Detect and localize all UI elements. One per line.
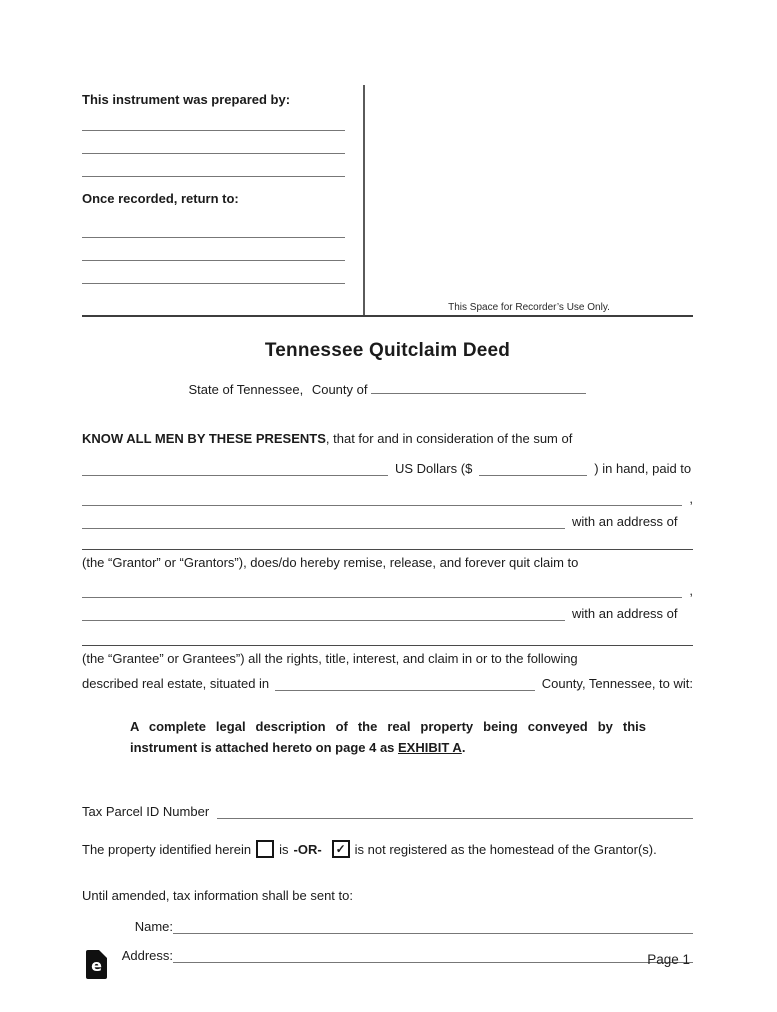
return-to-line-3[interactable] (82, 261, 345, 284)
homestead-is-not-checkbox[interactable] (332, 840, 350, 858)
tax-parcel-input-line[interactable] (217, 801, 693, 819)
name-label: Name: (134, 919, 173, 934)
paid-to-label: ) in hand, paid to (594, 461, 692, 476)
grantor-address-line-2[interactable] (82, 549, 693, 550)
comma-text-2: , (689, 583, 693, 598)
homestead-is-label: is (279, 841, 289, 857)
name-input-line[interactable] (173, 916, 693, 934)
county-input-line[interactable] (371, 379, 586, 394)
homestead-or-label: -OR- (293, 841, 322, 857)
legal-description-period: . (461, 740, 466, 755)
address-input-line[interactable] (173, 945, 693, 963)
presents-line (82, 431, 693, 446)
homestead-row (82, 840, 693, 858)
tax-name-row (82, 916, 693, 934)
return-to-line-1[interactable] (82, 207, 345, 238)
dollars-row (82, 458, 693, 476)
county-line-2[interactable] (275, 673, 535, 691)
consideration-paragraph (82, 431, 693, 550)
amount-words-line[interactable] (82, 458, 388, 476)
legal-description-text: A complete legal description of the real property being conveyed by this instrument is attached hereto on page 4 as (130, 719, 646, 755)
state-label: State of Tennessee, (188, 382, 304, 397)
grantee-address-line[interactable] (82, 603, 565, 621)
prepared-by-line-3[interactable] (82, 154, 345, 177)
recorder-space (363, 85, 693, 315)
prepared-by-label: This instrument was prepared by: (82, 92, 291, 107)
amount-numeric-line[interactable] (479, 458, 587, 476)
grantee-name-line[interactable] (82, 580, 682, 598)
grantee-address-row (82, 603, 693, 621)
page-content (82, 0, 693, 963)
grantor-name-line[interactable] (82, 488, 682, 506)
us-dollars-label: US Dollars ($ (395, 461, 473, 476)
return-to-line-2[interactable] (82, 238, 345, 261)
situated-prefix: described real estate, situated in (82, 676, 270, 691)
grantor-name-row (82, 488, 693, 506)
grantor-address-row (82, 511, 693, 529)
prepared-by-line-1[interactable] (82, 108, 345, 131)
tax-address-row (82, 945, 693, 963)
address-of-label-2: with an address of (572, 606, 678, 621)
grantee-address-line-2[interactable] (82, 645, 693, 646)
eforms-logo-letter: e (91, 956, 102, 975)
preparer-section (82, 85, 363, 315)
situated-row (82, 673, 693, 691)
recorder-note: This Space for Recorder’s Use Only. (448, 302, 610, 313)
grantee-clause: (the “Grantee” or Grantees”) all the rights, title, interest, and claim in or to the following (82, 651, 578, 666)
prepared-by-line-2[interactable] (82, 131, 345, 154)
legal-description-paragraph (130, 716, 646, 758)
tax-parcel-row (82, 801, 693, 819)
presents-rest-text: , that for and in consideration of the sum of (325, 431, 573, 446)
eforms-logo-icon (86, 950, 107, 979)
state-county-line (82, 379, 693, 397)
checkmark-icon: ✓ (335, 842, 346, 856)
comma-text: , (689, 491, 693, 506)
grantor-clause-block (82, 555, 693, 646)
grantor-clause: (the “Grantor” or “Grantors”), does/do hereby remise, release, and forever quit claim to (82, 555, 579, 570)
address-label: Address: (121, 948, 173, 963)
exhibit-a-link: EXHIBIT A (398, 740, 462, 755)
page-title: Tennessee Quitclaim Deed (264, 340, 511, 361)
grantor-address-line[interactable] (82, 511, 565, 529)
page-number: Page 1 (647, 952, 690, 967)
tax-parcel-label: Tax Parcel ID Number (82, 804, 210, 819)
recorder-header-box (82, 85, 693, 317)
county-of-label: County of (311, 382, 368, 397)
presents-bold-text: KNOW ALL MEN BY THESE PRESENTS (82, 431, 326, 446)
situated-suffix: County, Tennessee, to wit: (541, 676, 693, 691)
return-to-label: Once recorded, return to: (82, 191, 239, 206)
tax-info-heading: Until amended, tax information shall be sent to: (82, 888, 353, 903)
homestead-prefix: The property identified herein (82, 841, 252, 857)
homestead-is-checkbox[interactable] (256, 840, 274, 858)
homestead-suffix: is not registered as the homestead of the Grantor(s). (354, 841, 657, 857)
address-of-label-1: with an address of (572, 514, 678, 529)
grantee-clause-block (82, 651, 693, 691)
grantee-name-row (82, 580, 693, 598)
